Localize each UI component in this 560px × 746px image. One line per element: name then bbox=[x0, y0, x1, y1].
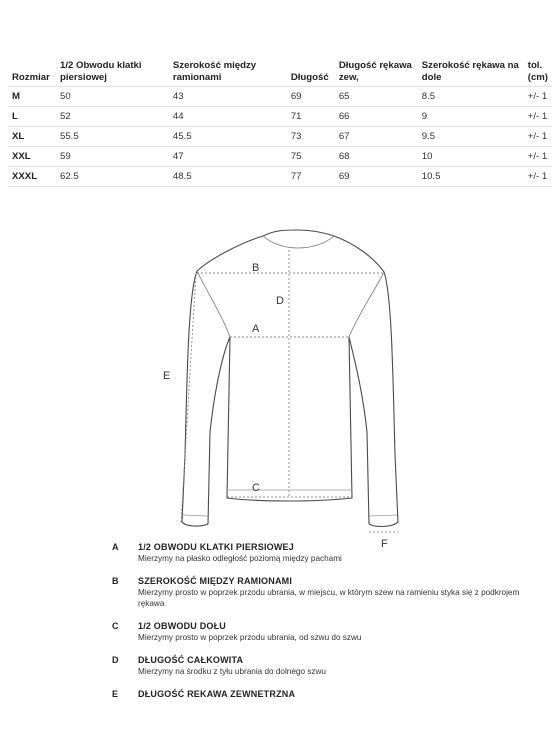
cell-sleeve-length: 66 bbox=[335, 107, 418, 127]
cell-length: 71 bbox=[287, 107, 335, 127]
cell-sleeve-length: 65 bbox=[335, 87, 418, 107]
left-armhole-seam bbox=[197, 271, 230, 337]
label-b: B bbox=[252, 262, 260, 274]
right-cuff-seam bbox=[369, 515, 397, 516]
cell-sleeve-width: 9 bbox=[418, 107, 524, 127]
cell-tolerance: +/- 1 bbox=[524, 87, 552, 107]
legend-letter: C bbox=[112, 621, 119, 631]
legend-letter: D bbox=[112, 655, 119, 665]
cell-tolerance: +/- 1 bbox=[524, 147, 552, 167]
table-row bbox=[8, 167, 552, 187]
label-a: A bbox=[252, 323, 260, 335]
cell-shoulders: 44 bbox=[169, 107, 287, 127]
legend-description: Mierzymy prosto w poprzek przodu ubrania, od szwu do szwu bbox=[138, 633, 362, 642]
measurement-legend bbox=[112, 541, 532, 711]
cell-size: M bbox=[8, 87, 56, 107]
legend-item-c bbox=[112, 620, 532, 643]
legend-letter: E bbox=[112, 689, 119, 699]
cell-chest: 62.5 bbox=[56, 167, 169, 187]
cell-shoulders: 43 bbox=[169, 87, 287, 107]
header-sleeve-length: Długość rękawa zew, bbox=[338, 60, 412, 83]
header-shoulders: Szerokość między ramionami bbox=[172, 60, 257, 83]
cell-chest: 55.5 bbox=[56, 127, 169, 147]
cell-shoulders: 47 bbox=[169, 147, 287, 167]
sweater-outline bbox=[182, 230, 398, 526]
table-row bbox=[8, 107, 552, 127]
legend-description: Mierzymy prosto w poprzek przodu ubrania, w miejscu, w którym szew na ramieniu styka się z podkrojem rękawa bbox=[138, 588, 520, 608]
cell-sleeve-length: 67 bbox=[335, 127, 418, 147]
left-cuff-seam bbox=[183, 515, 208, 516]
cell-chest: 59 bbox=[56, 147, 169, 167]
cell-size: XXL bbox=[8, 147, 56, 167]
sweater-measurement-diagram bbox=[150, 225, 410, 550]
legend-title: 1/2 OBWODU DOŁU bbox=[138, 621, 227, 631]
cell-sleeve-width: 9.5 bbox=[418, 127, 524, 147]
size-table-header-row bbox=[8, 58, 552, 87]
neckline bbox=[263, 236, 334, 248]
cell-length: 69 bbox=[287, 87, 335, 107]
cell-sleeve-width: 10.5 bbox=[418, 167, 524, 187]
legend-title: DŁUGOŚĆ CAŁKOWITA bbox=[138, 655, 244, 665]
legend-title: DŁUGOŚĆ REKAWA ZEWNETRZNA bbox=[138, 689, 296, 699]
legend-title: SZEROKOŚĆ MIĘDZY RAMIONAMI bbox=[138, 576, 293, 586]
cell-length: 73 bbox=[287, 127, 335, 147]
label-c: C bbox=[252, 482, 260, 494]
label-e: E bbox=[163, 370, 171, 382]
legend-item-e bbox=[112, 688, 532, 700]
cell-chest: 50 bbox=[56, 87, 169, 107]
cell-sleeve-length: 68 bbox=[335, 147, 418, 167]
cell-chest: 52 bbox=[56, 107, 169, 127]
cell-length: 77 bbox=[287, 167, 335, 187]
legend-description: Mierzymy na płasko odległość poziomą między pachami bbox=[138, 554, 342, 563]
cell-sleeve-width: 10 bbox=[418, 147, 524, 167]
cell-tolerance: +/- 1 bbox=[524, 167, 552, 187]
sweater-diagram-svg bbox=[150, 225, 410, 550]
cell-shoulders: 45.5 bbox=[169, 127, 287, 147]
legend-item-a bbox=[112, 541, 532, 564]
table-row bbox=[8, 147, 552, 167]
cell-size: L bbox=[8, 107, 56, 127]
label-d: D bbox=[276, 295, 284, 307]
cell-shoulders: 48.5 bbox=[169, 167, 287, 187]
header-chest: 1/2 Obwodu klatki piersiowej bbox=[59, 60, 142, 83]
measure-line-e bbox=[181, 273, 196, 522]
header-tolerance: tol. (cm) bbox=[527, 60, 549, 83]
cell-sleeve-width: 8.5 bbox=[418, 87, 524, 107]
header-size: Rozmiar bbox=[12, 71, 50, 83]
cell-length: 75 bbox=[287, 147, 335, 167]
header-length: Długość bbox=[290, 71, 329, 83]
table-row bbox=[8, 87, 552, 107]
cell-size: XL bbox=[8, 127, 56, 147]
legend-title: 1/2 OBWODU KLATKI PIERSIOWEJ bbox=[138, 542, 294, 552]
right-armhole-seam bbox=[349, 272, 384, 337]
cell-sleeve-length: 69 bbox=[335, 167, 418, 187]
legend-letter: B bbox=[112, 576, 119, 586]
size-table bbox=[8, 58, 552, 187]
legend-description: Mierzymy na środku z tyłu ubrania do dolnego szwu bbox=[138, 667, 326, 676]
cell-tolerance: +/- 1 bbox=[524, 127, 552, 147]
label-f: F bbox=[381, 538, 388, 550]
cell-size: XXXL bbox=[8, 167, 56, 187]
legend-item-d bbox=[112, 654, 532, 677]
header-sleeve-width: Szerokość rękawa na dole bbox=[421, 60, 519, 83]
table-row bbox=[8, 127, 552, 147]
legend-letter: A bbox=[112, 542, 119, 552]
legend-item-b bbox=[112, 575, 532, 609]
cell-tolerance: +/- 1 bbox=[524, 107, 552, 127]
